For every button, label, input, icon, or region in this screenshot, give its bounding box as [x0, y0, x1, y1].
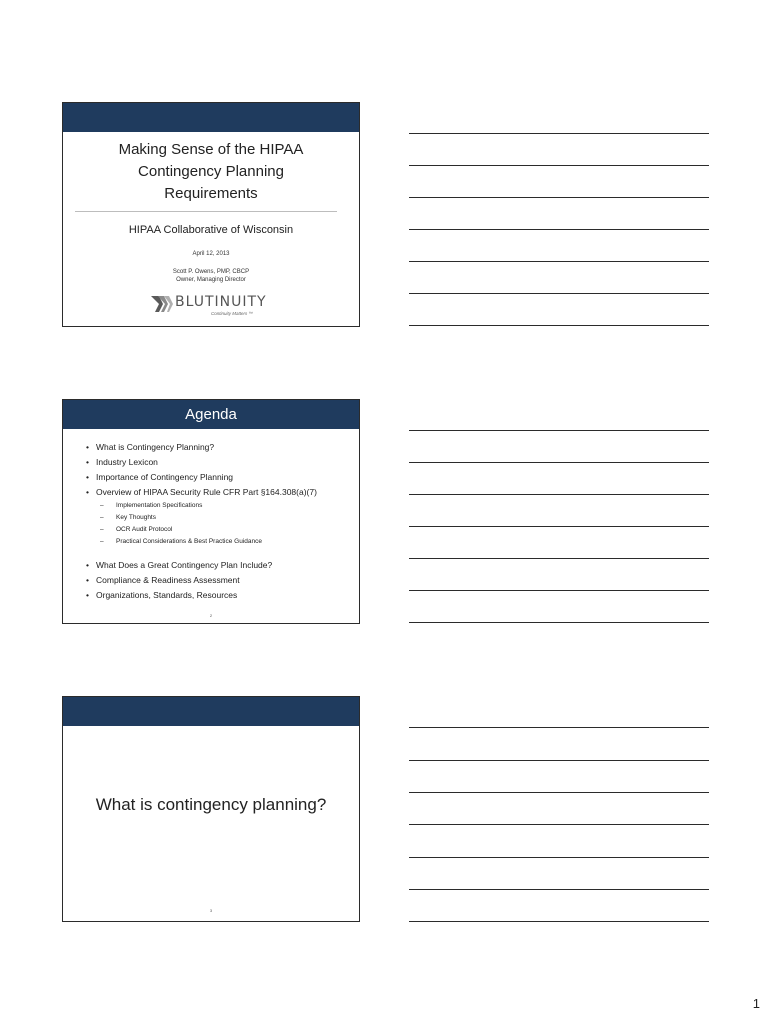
agenda-subitem: – Implementation Specifications [83, 500, 353, 512]
note-line [409, 494, 709, 495]
agenda-list [83, 440, 353, 603]
note-line [409, 430, 709, 431]
logo-tagline: Continuity Matters ™ [211, 311, 254, 316]
slide-3 [62, 696, 360, 922]
agenda-item: • Compliance & Readiness Assessment [83, 573, 353, 588]
note-line [409, 921, 709, 922]
bullet-icon: • [86, 487, 89, 497]
bullet-icon: • [86, 575, 89, 585]
agenda-item: • What Does a Great Contingency Plan Include? [83, 558, 353, 573]
bullet-icon: • [86, 590, 89, 600]
agenda-subitem: – Key Thoughts [83, 512, 353, 524]
note-line [409, 133, 709, 134]
note-line [409, 889, 709, 890]
note-line [409, 325, 709, 326]
agenda-item: • What is Contingency Planning? [83, 440, 353, 455]
note-line [409, 590, 709, 591]
bullet-icon: • [86, 560, 89, 570]
slide-title: What is contingency planning? [95, 795, 327, 814]
note-line [409, 727, 709, 728]
note-line [409, 261, 709, 262]
agenda-subitem: – Practical Considerations & Best Practice Guidance [83, 536, 353, 548]
slide-2 [62, 399, 360, 624]
slide-header-bar [63, 697, 359, 726]
note-line [409, 857, 709, 858]
presentation-date: April 12, 2013 [192, 251, 230, 257]
note-line [409, 824, 709, 825]
note-line [409, 526, 709, 527]
slide-page-number: 3 [209, 908, 213, 913]
note-line [409, 229, 709, 230]
dash-icon: – [100, 502, 104, 509]
bullet-icon: • [86, 457, 89, 467]
blutinuity-logo [149, 292, 279, 318]
dash-icon: – [100, 514, 104, 521]
author-role: Owner, Managing Director [176, 277, 246, 283]
logo-mark-icon [149, 294, 173, 314]
note-line [409, 462, 709, 463]
agenda-item: • Importance of Contingency Planning [83, 470, 353, 485]
note-line [409, 197, 709, 198]
logo-wordmark: BLUTINUITY [175, 294, 267, 310]
note-line [409, 622, 709, 623]
note-line [409, 760, 709, 761]
agenda-item: • Industry Lexicon [83, 455, 353, 470]
note-line [409, 165, 709, 166]
agenda-item: • Overview of HIPAA Security Rule CFR Part §164.308(a)(7) [83, 485, 353, 500]
agenda-subitem: – OCR Audit Protocol [83, 524, 353, 536]
slide-header-bar: Agenda [63, 400, 359, 429]
author-block [63, 268, 359, 284]
slide-page-number: 2 [209, 613, 213, 618]
slide-1 [62, 102, 360, 327]
bullet-icon: • [86, 472, 89, 482]
note-line [409, 792, 709, 793]
dash-icon: – [100, 538, 104, 545]
bullet-icon: • [86, 442, 89, 452]
note-line [409, 558, 709, 559]
page-number: 1 [752, 996, 760, 1011]
author-name: Scott P. Owens, PMP, CBCP [172, 269, 250, 275]
slide-header-bar [63, 103, 359, 132]
note-line [409, 293, 709, 294]
agenda-item: • Organizations, Standards, Resources [83, 588, 353, 603]
organization-name: HIPAA Collaborative of Wisconsin [128, 224, 294, 236]
title-divider [75, 211, 337, 212]
slide-title: Making Sense of the HIPAA Contingency Planning Requirements [118, 141, 304, 202]
dash-icon: – [100, 526, 104, 533]
